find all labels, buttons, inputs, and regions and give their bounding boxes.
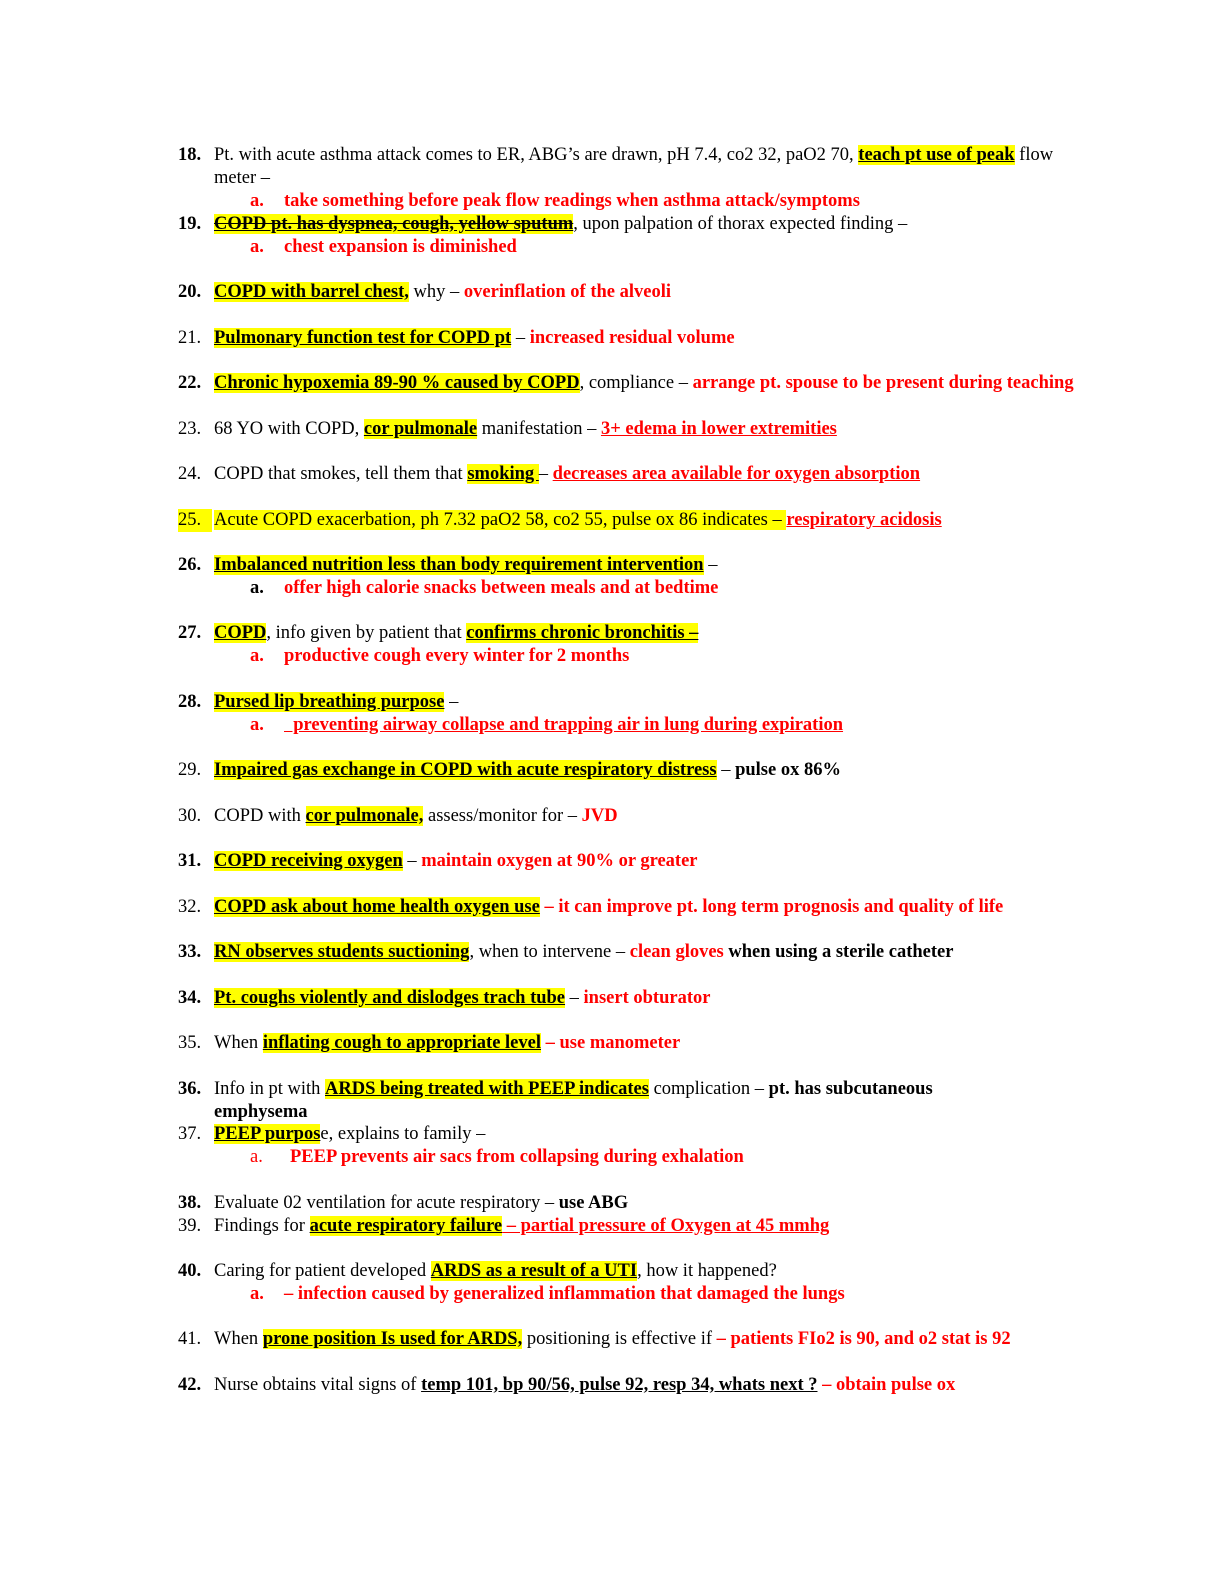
answer: arrange pt. spouse to be present during teaching bbox=[692, 373, 1074, 393]
highlight: prone position Is used for ARDS, bbox=[262, 1329, 523, 1349]
question-text: When inflating cough to appropriate level – use manometer bbox=[214, 1033, 681, 1053]
highlight: cor pulmonale bbox=[363, 419, 478, 439]
vitals: temp 101, bp 90/56, pulse 92, resp 34, whats next ? bbox=[421, 1375, 818, 1395]
item-number: 41. bbox=[178, 1329, 202, 1349]
answer: pulse ox 86% bbox=[735, 760, 841, 780]
answer: maintain oxygen at 90% or greater bbox=[421, 851, 698, 871]
answer-37a: a. PEEP prevents air sacs from collapsing during exhalation bbox=[250, 1147, 744, 1167]
answer: insert obturator bbox=[583, 988, 711, 1008]
answer-19a: a. chest expansion is diminished bbox=[250, 237, 517, 257]
answer-28a: a. preventing airway collapse and trapping air in lung during expiration bbox=[250, 715, 844, 735]
question-text: COPD that smokes, tell them that smoking – decreases area available for oxygen absorption bbox=[214, 464, 921, 484]
answer: – partial pressure of Oxygen at 45 mmhg bbox=[502, 1216, 830, 1236]
question-text: Pursed lip breathing purpose – bbox=[214, 692, 459, 712]
question-text: Info in pt with ARDS being treated with PEEP indicates complication – pt. has subcutaneous emphysema bbox=[214, 1079, 933, 1122]
question-text: Chronic hypoxemia 89-90 % caused by COPD, compliance – arrange pt. spouse to be present during teaching bbox=[214, 373, 1074, 393]
item-number: 42. bbox=[178, 1375, 202, 1395]
item-number: 28. bbox=[178, 692, 202, 712]
answer: clean gloves bbox=[629, 942, 724, 962]
answer-26a: a. offer high calorie snacks between meals and at bedtime bbox=[250, 578, 719, 598]
highlight: Pursed lip breathing purpose bbox=[214, 692, 445, 712]
item-number: 19. bbox=[178, 214, 202, 234]
item-number: 21. bbox=[178, 328, 202, 348]
question-text: Nurse obtains vital signs of temp 101, bp 90/56, pulse 92, resp 34, whats next ? – obtain pulse ox bbox=[214, 1375, 956, 1395]
answer: increased residual volume bbox=[529, 328, 735, 348]
answer: – patients FIo2 is 90, and o2 stat is 92 bbox=[716, 1329, 1011, 1349]
question-text: COPD with barrel chest, why – overinflation of the alveoli bbox=[214, 282, 671, 302]
item-number: 38. bbox=[178, 1193, 202, 1213]
item-number: 30. bbox=[178, 806, 202, 826]
highlight: cor pulmonale, bbox=[305, 806, 424, 826]
question-text: Pulmonary function test for COPD pt – increased residual volume bbox=[214, 328, 735, 348]
answer: JVD bbox=[581, 806, 618, 826]
highlight: Pulmonary function test for COPD pt bbox=[214, 328, 512, 348]
item-number: 40. bbox=[178, 1261, 202, 1281]
highlight: acute respiratory failure bbox=[309, 1216, 503, 1236]
highlight: Impaired gas exchange in COPD with acute respiratory distress bbox=[214, 760, 717, 780]
item-number: 35. bbox=[178, 1033, 202, 1053]
answer-40a: a. – infection caused by generalized inflammation that damaged the lungs bbox=[250, 1284, 845, 1304]
highlight: teach pt use of peak bbox=[858, 145, 1015, 165]
question-text: COPD with cor pulmonale, assess/monitor for – JVD bbox=[214, 806, 618, 826]
highlight: confirms chronic bronchitis – bbox=[466, 623, 699, 643]
answer: – it can improve pt. long term prognosis and quality of life bbox=[539, 897, 1004, 917]
highlight: RN observes students suctioning bbox=[214, 942, 470, 962]
item-number: 33. bbox=[178, 942, 202, 962]
highlight: COPD pt. has dyspnea, cough, yellow sputum bbox=[214, 214, 574, 234]
item-number: 20. bbox=[178, 282, 202, 302]
item-number: 37. bbox=[178, 1124, 202, 1144]
answer: pt. has subcutaneous emphysema bbox=[214, 1079, 933, 1122]
question-text: RN observes students suctioning, when to intervene – clean gloves when using a sterile catheter bbox=[214, 942, 954, 962]
answer: – use manometer bbox=[541, 1033, 681, 1053]
answer: use ABG bbox=[558, 1193, 629, 1213]
question-text: COPD, info given by patient that confirms chronic bronchitis – bbox=[214, 623, 699, 643]
answer: decreases area available for oxygen absorption bbox=[552, 464, 921, 484]
highlight: ARDS being treated with PEEP indicates bbox=[325, 1079, 649, 1099]
answer-27a: a. productive cough every winter for 2 months bbox=[250, 646, 630, 666]
item-number: 26. bbox=[178, 555, 202, 575]
question-text: Pt. with acute asthma attack comes to ER, ABG’s are drawn, pH 7.4, co2 32, paO2 70, teach pt use of peak flow meter – bbox=[214, 145, 1054, 188]
highlight: Chronic hypoxemia 89-90 % caused by COPD bbox=[214, 373, 580, 393]
question-text: COPD receiving oxygen – maintain oxygen at 90% or greater bbox=[214, 851, 698, 871]
item-number: 36. bbox=[178, 1079, 202, 1099]
highlight: ARDS as a result of a UTI bbox=[430, 1261, 638, 1281]
item-number: 25. bbox=[178, 509, 212, 532]
item-number: 27. bbox=[178, 623, 202, 643]
highlight: Acute COPD exacerbation, ph 7.32 paO2 58, co2 55, pulse ox 86 indicates – bbox=[214, 510, 787, 530]
highlight: smoking bbox=[467, 464, 539, 484]
highlight: Pt. coughs violently and dislodges trach tube bbox=[214, 988, 566, 1008]
question-text: Impaired gas exchange in COPD with acute respiratory distress – pulse ox 86% bbox=[214, 760, 841, 780]
item-number: 22. bbox=[178, 373, 202, 393]
item-number: 24. bbox=[178, 464, 202, 484]
question-text: COPD pt. has dyspnea, cough, yellow sputum, upon palpation of thorax expected finding – bbox=[214, 214, 908, 234]
answer: – obtain pulse ox bbox=[817, 1375, 956, 1395]
question-text: PEEP purpose, explains to family – bbox=[214, 1124, 486, 1144]
answer-18a: a. take something before peak flow readings when asthma attack/symptoms bbox=[250, 191, 860, 211]
item-number: 29. bbox=[178, 760, 202, 780]
item-number: 18. bbox=[178, 145, 202, 165]
item-number: 39. bbox=[178, 1216, 202, 1236]
item-number: 32. bbox=[178, 897, 202, 917]
highlight: Imbalanced nutrition less than body requirement intervention bbox=[214, 555, 704, 575]
item-number: 34. bbox=[178, 988, 202, 1008]
question-text: Caring for patient developed ARDS as a result of a UTI, how it happened? bbox=[214, 1261, 777, 1281]
highlight: COPD ask about home health oxygen use bbox=[214, 897, 540, 917]
answer: respiratory acidosis bbox=[786, 510, 942, 530]
question-text: 68 YO with COPD, cor pulmonale manifestation – 3+ edema in lower extremities bbox=[214, 419, 837, 439]
question-text: Pt. coughs violently and dislodges trach tube – insert obturator bbox=[214, 988, 711, 1008]
question-text: Findings for acute respiratory failure – partial pressure of Oxygen at 45 mmhg bbox=[214, 1216, 830, 1236]
question-text bbox=[214, 509, 942, 532]
highlight: COPD bbox=[214, 623, 267, 643]
highlight: COPD receiving oxygen bbox=[214, 851, 403, 871]
item-number: 31. bbox=[178, 851, 202, 871]
answer: overinflation of the alveoli bbox=[463, 282, 671, 302]
highlight: COPD with barrel chest, bbox=[214, 282, 409, 302]
question-text: Evaluate 02 ventilation for acute respiratory – use ABG bbox=[214, 1193, 629, 1213]
question-text bbox=[214, 896, 1003, 919]
item-number: 23. bbox=[178, 419, 202, 439]
highlight: inflating cough to appropriate level bbox=[262, 1033, 541, 1053]
highlight: PEEP purpos bbox=[214, 1124, 321, 1144]
answer: 3+ edema in lower extremities bbox=[600, 419, 837, 439]
question-text: Imbalanced nutrition less than body requirement intervention – bbox=[214, 555, 718, 575]
question-text: When prone position Is used for ARDS, positioning is effective if – patients FIo2 is 90, and o2 stat is 92 bbox=[214, 1329, 1011, 1349]
